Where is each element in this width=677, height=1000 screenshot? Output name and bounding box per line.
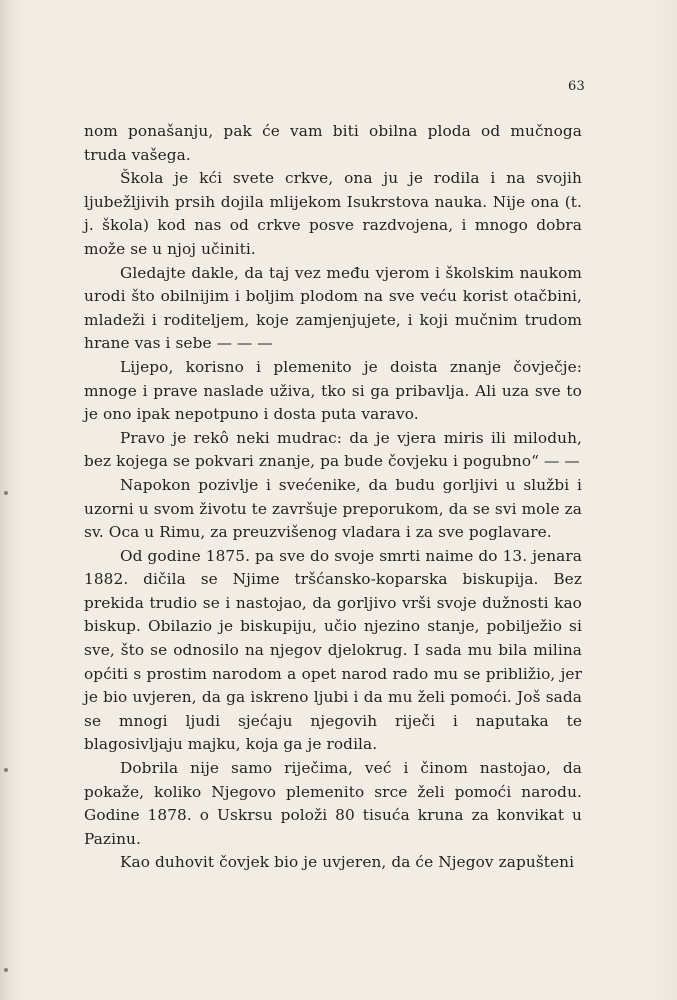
margin-mark: [4, 491, 8, 495]
paragraph-8: Dobrila nije samo riječima, već i činom nastojao, da pokaže, koliko Njegovo plemenito srce želi pomoći narodu. Godine 1878. o Uskrsu položi 80 tisuća kruna za konvikat u Pazinu.: [84, 759, 582, 848]
paragraph-2: Škola je kći svete crkve, ona ju je rodila i na svojih ljubežljivih prsih dojila mlijekom Isukrstova nauka. Nije ona (t. j. škola) kod nas od crkve posve razdvojena, i mnogo dobra može se u njoj učiniti.: [84, 169, 582, 258]
paragraph-7: Od godine 1875. pa sve do svoje smrti naime do 13. jenara 1882. dičila se Njime tršćansko-koparska biskupija. Bez prekida trudio se i nastojao, da gorljivo vrši svoje dužnosti kao biskup. Obilazio je biskupiju, učio njezino stanje, pobilježio si sve, što se odnosilo na njegov djelokrug. I sada mu bila milina općiti s prostim narodom a opet narod rado mu se približio, jer je bio uvjeren, da ga iskreno ljubi i da mu želi pomoći. Još sada se mnogi ljudi sjećaju njegovih riječi i naputaka te blagosivljaju majku, koja ga je rodila.: [84, 546, 582, 754]
body-text: [84, 120, 582, 875]
paragraph-6: Napokon pozivlje i svećenike, da budu gorljivi u službi i uzorni u svom životu te završuje preporukom, da se svi mole za sv. Oca u Rimu, za preuzvišenog vladara i za sve poglavare.: [84, 475, 582, 542]
paragraph-4: Lijepo, korisno i plemenito je doista znanje čovječje: mnoge i prave naslade uživa, tko si ga pribavlja. Ali uza sve to je ono ipak nepotpuno i dosta puta varavo.: [84, 357, 582, 424]
margin-mark: [4, 968, 8, 972]
paragraph-5: Pravo je rekô neki mudrac: da je vjera miris ili miloduh, bez kojega se pokvari znanje, pa bude čovjeku i pogubno“ — —: [84, 428, 582, 471]
paragraph-3: Gledajte dakle, da taj vez među vjerom i školskim naukom urodi što obilnijim i boljim plodom na sve veću korist otačbini, mladeži i roditeljem, koje zamjenjujete, i koji mučnim trudom hrane vas i sebe — — —: [84, 263, 582, 353]
paragraph-9: Kao duhovit čovjek bio je uvjeren, da će Njegov zapušteni: [120, 853, 575, 872]
page-number: 63: [568, 79, 585, 94]
margin-mark: [4, 768, 8, 772]
paragraph-1: nom ponašanju, pak će vam biti obilna ploda od mučnoga truda vašega.: [84, 122, 582, 164]
